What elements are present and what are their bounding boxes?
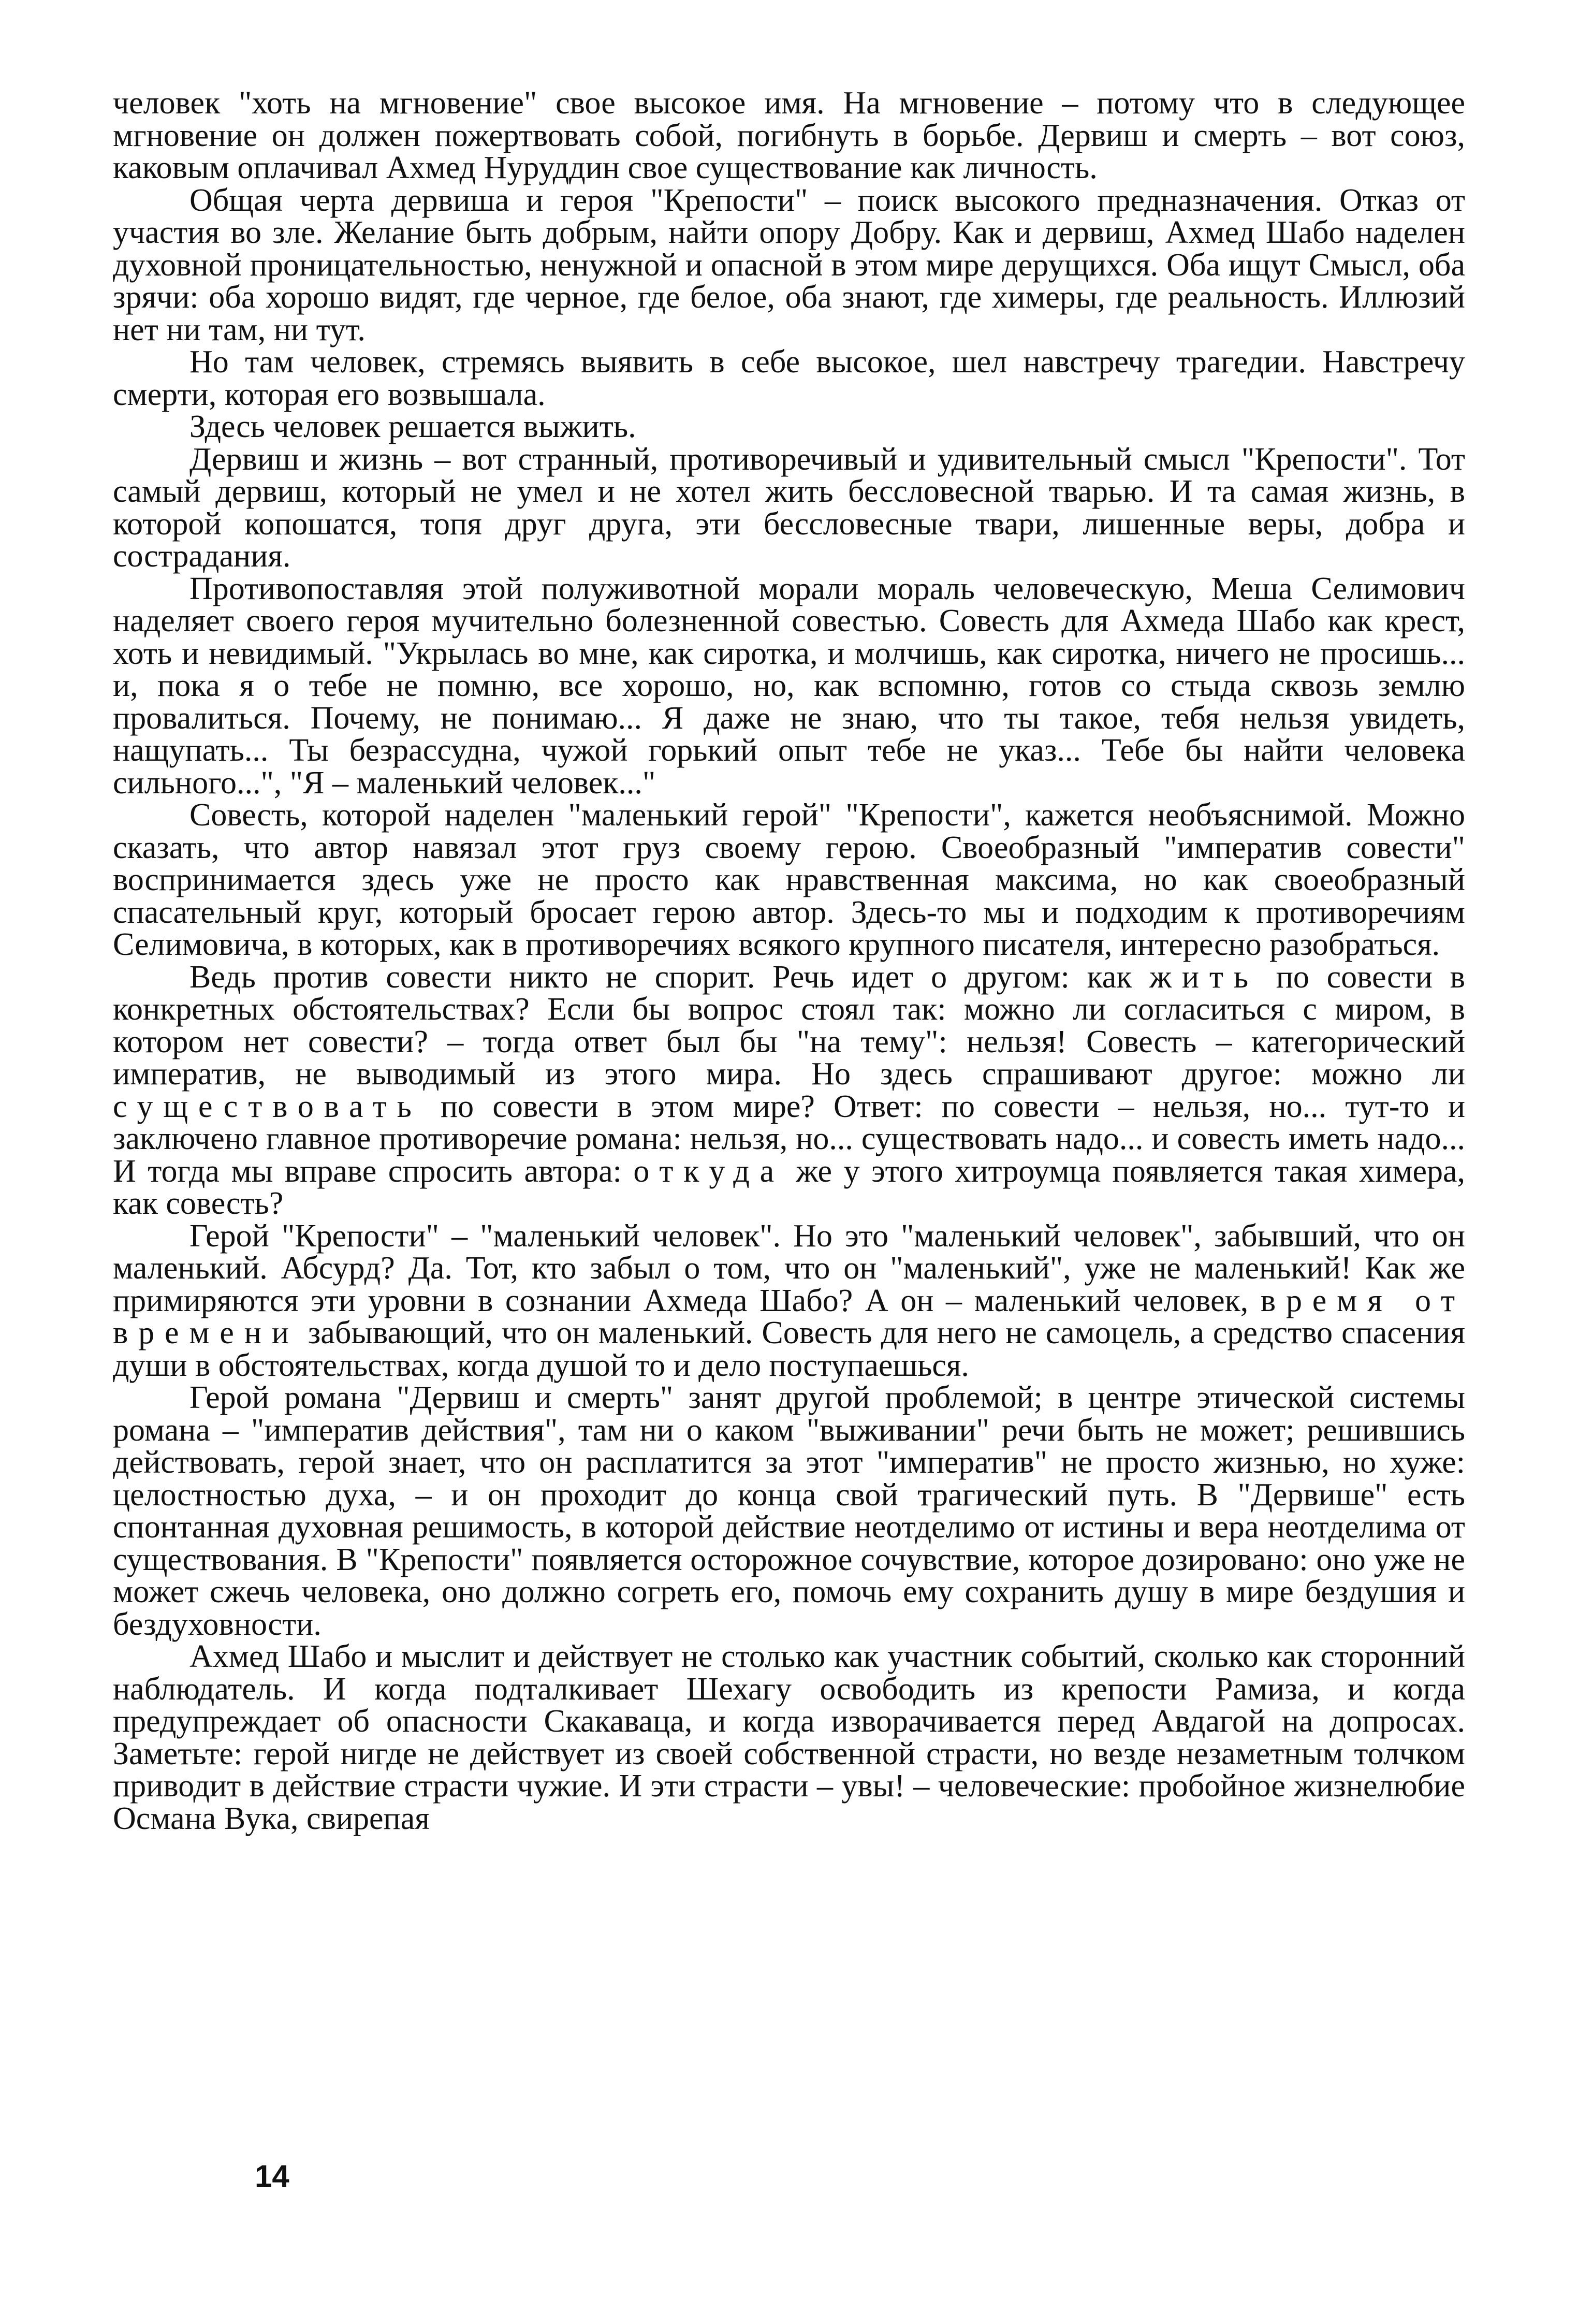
paragraph-8: Ведь против совести никто не спорит. Речь идет о другом: как жить по совести в конкретных обстоятельствах? Если бы вопрос стоял так: можно ли согласиться с миром, в котором нет совести? – тогда ответ был бы "на тему": нельзя! Совесть – категорический императив, не выводимый из этого мира. Но здесь спрашивают другое: можно ли существовать по совести в этом мире? Ответ: по совести – нельзя, но... тут-то и заключено главное противоречие романа: нельзя, но... существовать надо... и совесть иметь надо... И тогда мы вправе спросить автора: откуда же у этого хитроумца появляется такая химера, как совесть?	[113, 959, 1465, 1221]
document-page	[113, 87, 1465, 1835]
paragraph-4: Здесь человек решается выжить.	[189, 409, 636, 444]
paragraph-9: Герой "Крепости" – "маленький человек". Но это "маленький человек", забывший, что он маленький. Абсурд? Да. Тот, кто забыл о том, что он "маленький", уже не маленький! Как же примиряются эти уровни в сознании Ахмеда Шабо? А он – маленький человек, время от времени забывающий, что он маленький. Совесть для него не самоцель, а средство спасения души в обстоятельствах, когда душой то и дело поступаешься.	[113, 1218, 1465, 1383]
paragraph-10: Герой романа "Дервиш и смерть" занят другой проблемой; в центре этической системы романа – "императив действия", там ни о каком "выживании" речи быть не может; решившись действовать, герой знает, что он расплатится за этот "императив" не просто жизнью, но хуже: целостностью духа, – и он проходит до конца свой трагический путь. В "Дервише" есть спонтанная духовная решимость, в которой действие неотделимо от истины и вера неотделима от существования. В "Крепости" появляется осторожное сочувствие, которое дозировано: оно уже не может сжечь человека, оно должно согреть его, помочь ему сохранить душу в мире бездушия и бездуховности.	[113, 1380, 1465, 1642]
paragraph-6: Противопоставляя этой полуживотной морали мораль человеческую, Меша Селимович наделяет своего героя мучительно болезненной совестью. Совесть для Ахмеда Шабо как крест, хоть и невидимый. "Укрылась во мне, как сиротка, и молчишь, как сиротка, ничего не просишь... и, пока я о тебе не помню, все хорошо, но, как вспомню, готов со стыда сквозь землю провалиться. Почему, не понимаю... Я даже не знаю, что ты такое, тебя нельзя увидеть, нащупать... Ты безрассудна, чужой горький опыт тебе не указ... Тебе бы найти человека сильного...", "Я – маленький человек..."	[113, 571, 1465, 801]
paragraph-5: Дервиш и жизнь – вот странный, противоречивый и удивительный смысл "Крепости". Тот самый дервиш, который не умел и не хотел жить бессловесной тварью. И та самая жизнь, в которой копошатся, топя друг друга, эти бессловесные твари, лишенные веры, добра и сострадания.	[113, 441, 1465, 574]
paragraph-2: Общая черта дервиша и героя "Крепости" – поиск высокого предназначения. Отказ от участия во зле. Желание быть добрым, найти опору Добру. Как и дервиш, Ахмед Шабо наделен духовной проницательностью, ненужной и опасной в этом мире дерущихся. Оба ищут Смысл, оба зрячи: оба хорошо видят, где черное, где белое, оба знают, где химеры, где реальность. Иллюзий нет ни там, ни тут.	[113, 182, 1465, 347]
paragraph-3: Но там человек, стремясь выявить в себе высокое, шел навстречу трагедии. Навстречу смерти, которая его возвышала.	[113, 344, 1465, 412]
paragraph-1: человек "хоть на мгновение" свое высокое имя. На мгновение – потому что в следующее мгновение он должен пожертвовать собой, погибнуть в борьбе. Дервиш и смерть – вот союз, каковым оплачивал Ахмед Нуруддин свое существование как личность.	[113, 85, 1465, 185]
paragraph-7: Совесть, которой наделен "маленький герой" "Крепости", кажется необъяснимой. Можно сказать, что автор навязал этот груз своему герою. Своеобразный "императив совести" воспринимается здесь уже не просто как нравственная максима, но как своеобразный спасательный круг, который бросает герою автор. Здесь-то мы и подходим к противоречиям Селимовича, в которых, как в противоречиях всякого крупного писателя, интересно разобраться.	[113, 797, 1465, 962]
paragraph-11: Ахмед Шабо и мыслит и действует не столько как участник событий, сколько как сторонний наблюдатель. И когда подталкивает Шехагу освободить из крепости Рамиза, и когда предупреждает об опасности Скакаваца, и когда изворачивается перед Авдагой на допросах. Заметьте: герой нигде не действует из своей собственной страсти, но везде незаметным толчком приводит в действие страсти чужие. И эти страсти – увы! – человеческие: пробойное жизнелюбие Османа Вука, свирепая	[113, 1639, 1465, 1836]
page-number: 14	[255, 2159, 289, 2194]
